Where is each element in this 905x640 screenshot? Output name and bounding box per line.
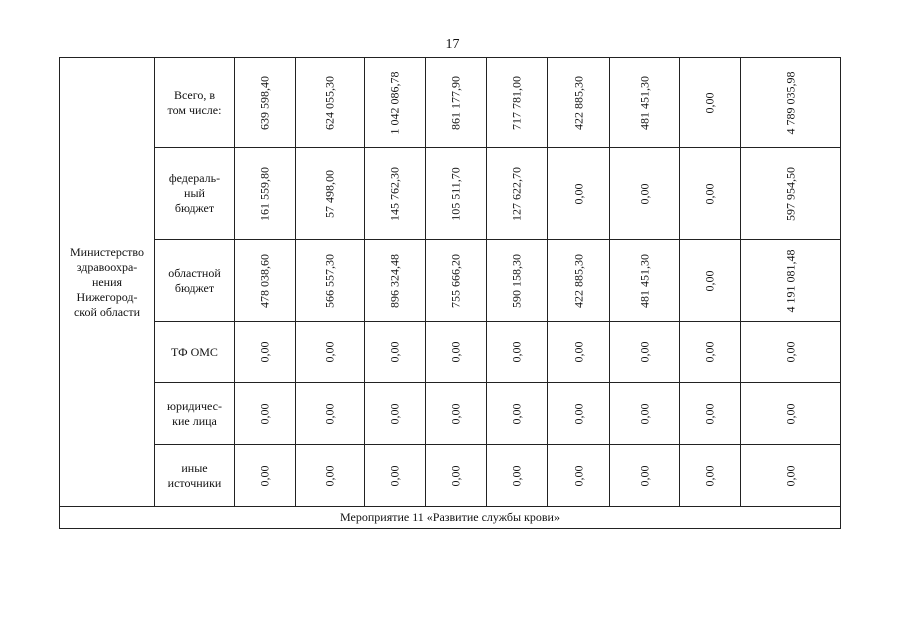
amount-cell: [680, 322, 741, 383]
amount-cell: [487, 148, 548, 240]
funding-source-line: источники: [167, 475, 222, 490]
amount-cell: [741, 322, 841, 383]
amount-cell: [610, 322, 680, 383]
table-row: [60, 148, 841, 240]
amount-value: 105 511,70: [448, 166, 463, 221]
organization-line: нения: [91, 274, 123, 289]
amount-value: 0,00: [509, 465, 524, 486]
amount-cell: [610, 58, 680, 148]
amount-cell: [680, 445, 741, 507]
amount-cell: [426, 58, 487, 148]
amount-cell: [548, 383, 610, 445]
amount-cell: [296, 148, 365, 240]
amount-cell: [548, 445, 610, 507]
amount-value: 1 042 086,78: [387, 71, 402, 134]
amount-value: 0,00: [257, 465, 272, 486]
amount-value: 161 559,80: [257, 166, 272, 221]
amount-value: 0,00: [257, 341, 272, 363]
amount-value: 0,00: [702, 341, 717, 363]
funding-source-line: иные: [181, 460, 208, 475]
amount-value: 57 498,00: [322, 169, 337, 218]
amount-value: 0,00: [322, 341, 337, 363]
amount-cell: [235, 148, 296, 240]
amount-value: 597 954,50: [783, 166, 797, 221]
funding-source-line: том числе:: [167, 102, 222, 117]
funding-source-line: федераль-: [168, 171, 221, 185]
amount-value: 0,00: [509, 341, 524, 363]
amount-value: 481 451,30: [637, 75, 651, 130]
amount-value: 0,00: [509, 403, 524, 424]
amount-value: 0,00: [783, 465, 797, 486]
amount-value: 0,00: [322, 465, 337, 486]
amount-cell: [426, 445, 487, 507]
amount-value: 755 666,20: [448, 253, 463, 308]
funding-source-line: кие лица: [172, 413, 217, 428]
amount-value: 0,00: [702, 270, 717, 291]
amount-cell: [426, 240, 487, 322]
amount-cell: [680, 383, 741, 445]
amount-value: 861 177,90: [448, 75, 463, 130]
organization-line: Нижегород-: [76, 289, 138, 304]
table-row: [60, 58, 841, 148]
amount-value: 0,00: [448, 341, 463, 363]
amount-cell: [235, 322, 296, 383]
amount-value: 0,00: [702, 465, 717, 486]
amount-cell: [296, 322, 365, 383]
amount-cell: [487, 445, 548, 507]
organization-cell: [60, 58, 155, 507]
amount-value: 0,00: [387, 465, 402, 486]
amount-value: 0,00: [702, 403, 717, 424]
amount-value: 145 762,30: [387, 166, 402, 221]
amount-value: 0,00: [257, 403, 272, 424]
amount-cell: [365, 322, 426, 383]
amount-cell: [296, 445, 365, 507]
amount-cell: [610, 148, 680, 240]
funding-source-cell: [155, 322, 235, 383]
budget-table: [59, 57, 841, 529]
amount-value: 566 557,30: [322, 253, 337, 308]
amount-cell: [365, 58, 426, 148]
funding-source-cell: [155, 445, 235, 507]
funding-source-line: бюджет: [174, 201, 215, 215]
amount-value: 0,00: [571, 403, 585, 424]
amount-cell: [235, 58, 296, 148]
amount-cell: [487, 322, 548, 383]
amount-cell: [365, 445, 426, 507]
amount-value: 478 038,60: [257, 253, 272, 308]
table-row: [60, 240, 841, 322]
amount-cell: [296, 383, 365, 445]
amount-cell: [365, 240, 426, 322]
amount-cell: [365, 383, 426, 445]
page-number: 17: [445, 37, 460, 52]
amount-cell: [680, 148, 741, 240]
organization-line: Министерство: [70, 244, 144, 259]
funding-source-line: Всего, в: [173, 87, 216, 102]
amount-cell: [296, 240, 365, 322]
event-title: Мероприятие 11 «Развитие службы крови»: [60, 507, 841, 529]
amount-value: 590 158,30: [509, 253, 524, 308]
funding-source-line: бюджет: [174, 280, 215, 295]
amount-value: 0,00: [448, 403, 463, 424]
amount-cell: [741, 383, 841, 445]
funding-source-line: юридичес-: [167, 398, 222, 413]
table-row: [60, 445, 841, 507]
amount-cell: [365, 148, 426, 240]
amount-cell: [487, 58, 548, 148]
amount-cell: [235, 445, 296, 507]
amount-cell: [548, 322, 610, 383]
amount-value: 0,00: [571, 465, 585, 486]
amount-value: 0,00: [783, 403, 797, 424]
amount-value: 717 781,00: [509, 75, 524, 130]
amount-value: 624 055,30: [322, 75, 337, 130]
amount-value: 422 885,30: [571, 75, 585, 130]
funding-source-cell: [155, 383, 235, 445]
amount-value: 0,00: [637, 403, 651, 424]
funding-source-line: областной: [168, 265, 221, 280]
amount-cell: [426, 148, 487, 240]
organization-line: ской области: [73, 304, 141, 319]
amount-value: 481 451,30: [637, 253, 651, 308]
amount-cell: [487, 240, 548, 322]
funding-source-cell: [155, 58, 235, 148]
amount-value: 639 598,40: [257, 75, 272, 130]
amount-cell: [741, 240, 841, 322]
amount-cell: [426, 322, 487, 383]
amount-value: 0,00: [322, 403, 337, 424]
amount-value: 0,00: [702, 183, 717, 204]
funding-source-cell: [155, 240, 235, 322]
amount-cell: [741, 148, 841, 240]
amount-cell: [610, 445, 680, 507]
amount-value: 0,00: [637, 465, 651, 486]
amount-value: 4 191 081,48: [783, 249, 797, 312]
amount-cell: [426, 383, 487, 445]
funding-source-cell: [155, 148, 235, 240]
amount-value: 422 885,30: [571, 253, 585, 308]
amount-value: 0,00: [571, 341, 585, 363]
funding-source-line: ный: [184, 186, 205, 200]
event-row: [60, 507, 841, 529]
amount-value: 0,00: [783, 341, 797, 363]
amount-value: 0,00: [387, 341, 402, 363]
amount-value: 0,00: [637, 183, 651, 204]
amount-cell: [680, 58, 741, 148]
amount-cell: [610, 383, 680, 445]
amount-cell: [487, 383, 548, 445]
table-row: [60, 383, 841, 445]
amount-cell: [235, 240, 296, 322]
amount-value: 0,00: [571, 183, 585, 204]
amount-cell: [235, 383, 296, 445]
amount-value: 896 324,48: [387, 253, 402, 308]
amount-cell: [296, 58, 365, 148]
amount-value: 0,00: [702, 92, 717, 113]
amount-value: 0,00: [448, 465, 463, 486]
amount-value: 0,00: [637, 341, 651, 363]
table-row: [60, 322, 841, 383]
amount-cell: [610, 240, 680, 322]
amount-cell: [548, 58, 610, 148]
amount-value: 4 789 035,98: [783, 71, 797, 134]
organization-line: здравоохра-: [76, 259, 138, 274]
amount-cell: [548, 148, 610, 240]
amount-cell: [741, 58, 841, 148]
table-body: [60, 58, 841, 529]
amount-cell: [741, 445, 841, 507]
funding-source-line: ТФ ОМС: [171, 344, 218, 359]
amount-value: 0,00: [387, 403, 402, 424]
amount-cell: [680, 240, 741, 322]
amount-cell: [548, 240, 610, 322]
amount-value: 127 622,70: [509, 166, 524, 221]
